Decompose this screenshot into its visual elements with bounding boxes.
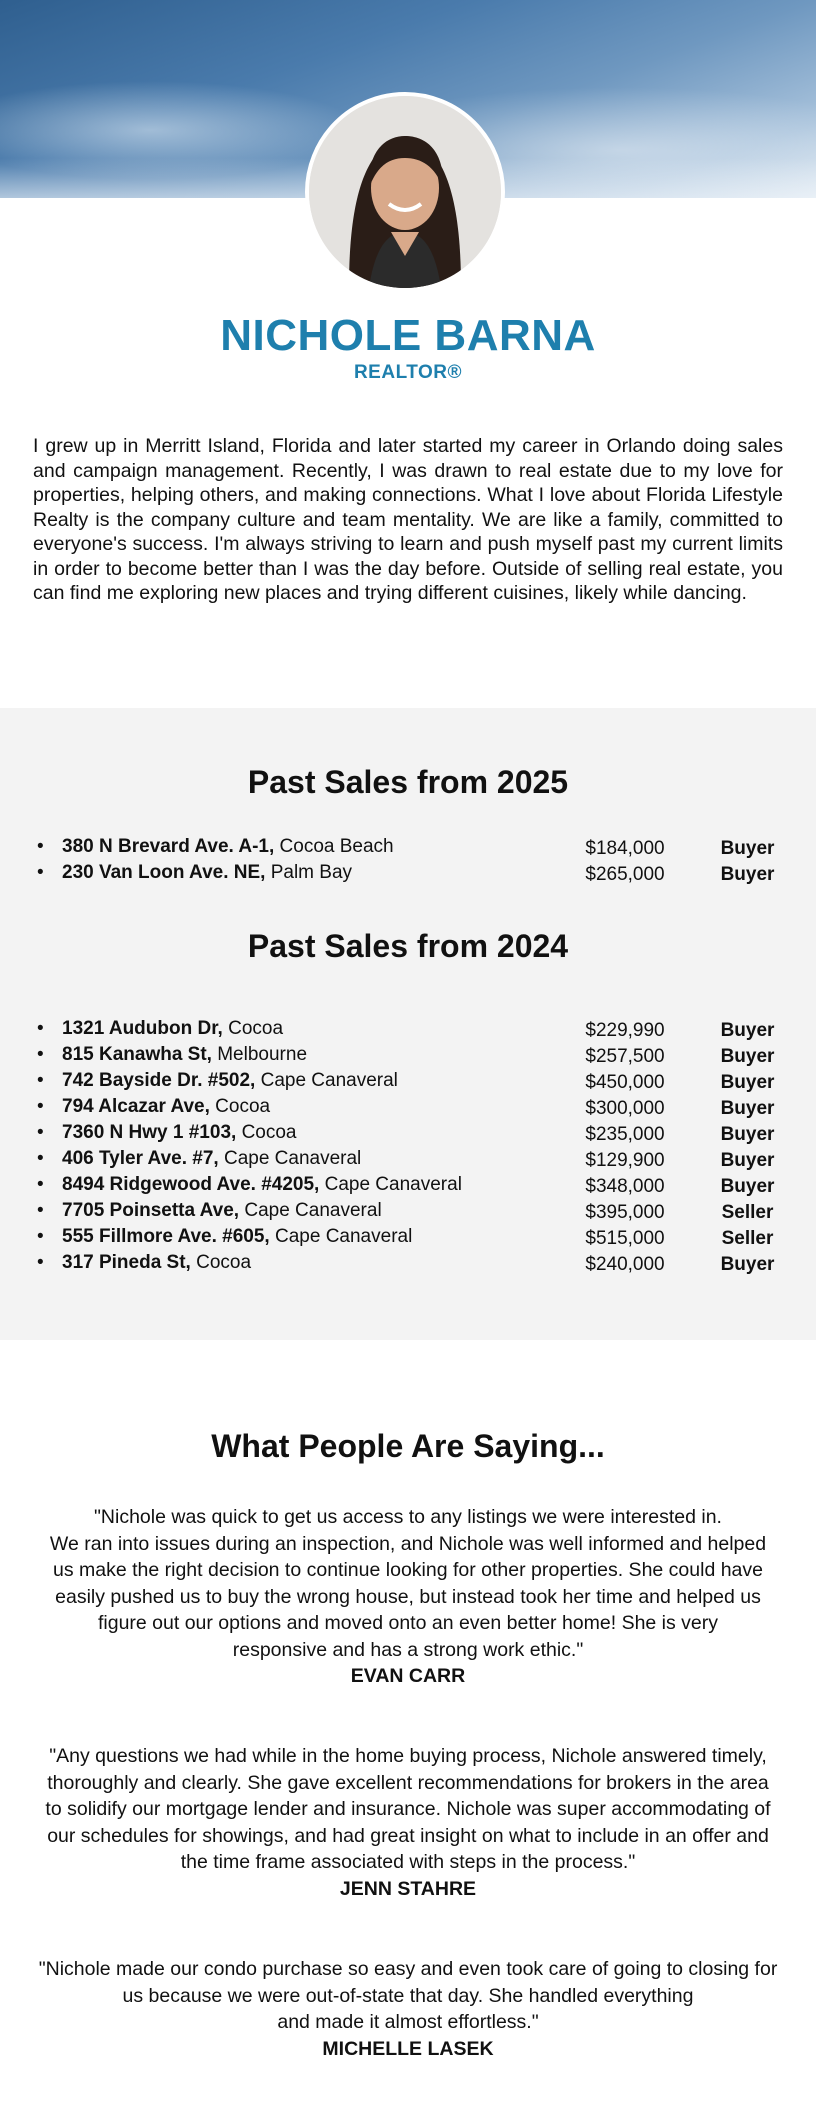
sales-2025-heading: Past Sales from 2025 <box>247 764 569 800</box>
agent-title: REALTOR® <box>353 362 463 383</box>
testimonial-author: MICHELLE LASEK <box>322 2037 494 2060</box>
sale-address: 7705 Poinsetta Ave, Cape Canaveral <box>62 1200 382 1221</box>
sale-address: 230 Van Loon Ave. NE, Palm Bay <box>62 862 353 883</box>
testimonial-line: our schedules for showings, and had great insight on what to include in an offer and <box>47 1824 769 1847</box>
testimonial-2 <box>32 1743 784 1902</box>
sale-item <box>0 1042 816 1068</box>
testimonial-line: to solidify our mortgage lender and insurance. Nichole was super accommodating of <box>45 1798 771 1820</box>
bullet-icon: • <box>37 836 44 857</box>
sale-item <box>0 1172 816 1198</box>
sale-price: $300,000 <box>585 1098 665 1119</box>
sale-item <box>0 1120 816 1146</box>
sale-side: Seller <box>721 1228 774 1249</box>
agent-bio: I grew up in Merritt Island, Florida and later started my career in Orlando doing sales and campaign management. Recently, I was drawn to real estate due to my love for properties, helping others, and making connections. What I love about Florida Lifestyle Realty is the company culture and team mentality. We are like a family, committed to everyone's success. I'm always striving to learn and push myself past my current limits in order to become better than I was the day before. Outside of selling real estate, you can find me exploring new places and trying different cuisines, likely while dancing. <box>33 435 783 604</box>
sale-item <box>0 1198 816 1224</box>
sale-item <box>0 1094 816 1120</box>
testimonial-line: figure out our options and moved onto an even better home! She is very <box>97 1612 719 1634</box>
testimonial-3 <box>32 1956 784 2062</box>
sale-price: $235,000 <box>585 1124 665 1145</box>
bullet-icon: • <box>37 1044 44 1065</box>
testimonial-line: "Nichole was quick to get us access to any listings we were interested in. <box>94 1506 722 1528</box>
sale-address: 555 Fillmore Ave. #605, Cape Canaveral <box>62 1226 413 1247</box>
sale-price: $129,900 <box>585 1150 665 1171</box>
sales-2024-heading: Past Sales from 2024 <box>247 928 569 964</box>
agent-portrait-photo <box>305 92 505 292</box>
sale-item <box>0 860 816 886</box>
testimonial-line: We ran into issues during an inspection, and Nichole was well informed and helped <box>49 1532 767 1555</box>
sale-side: Buyer <box>720 1124 775 1145</box>
sale-side: Buyer <box>720 1150 775 1171</box>
sale-side: Buyer <box>720 1072 775 1093</box>
bullet-icon: • <box>37 1226 44 1247</box>
agent-header <box>0 312 816 384</box>
sale-price: $240,000 <box>585 1254 665 1275</box>
sale-address: 7360 N Hwy 1 #103, Cocoa <box>62 1122 297 1143</box>
testimonial-line: "Any questions we had while in the home buying process, Nichole answered timely, <box>49 1745 767 1767</box>
sale-price: $395,000 <box>585 1202 665 1223</box>
sales-2025-list <box>0 834 816 886</box>
testimonial-line: us make the right decision to continue looking for other properties. She could have <box>52 1559 763 1581</box>
sale-item <box>0 1250 816 1276</box>
bullet-icon: • <box>37 862 44 883</box>
sale-side: Buyer <box>720 838 775 859</box>
sale-address: 794 Alcazar Ave, Cocoa <box>62 1096 271 1117</box>
testimonial-line: and made it almost effortless." <box>277 2011 539 2033</box>
testimonial-line: "Nichole made our condo purchase so easy and even took care of going to closing for <box>38 1958 778 1980</box>
bullet-icon: • <box>37 1174 44 1195</box>
testimonial-author: EVAN CARR <box>350 1665 466 1687</box>
sale-side: Buyer <box>720 1020 775 1041</box>
sale-side: Buyer <box>720 864 775 885</box>
sale-side: Seller <box>721 1202 774 1223</box>
sale-price: $515,000 <box>585 1228 665 1249</box>
past-sales-section <box>0 708 816 1340</box>
sale-address: 815 Kanawha St, Melbourne <box>62 1044 308 1065</box>
sale-item <box>0 1146 816 1172</box>
bullet-icon: • <box>37 1252 44 1273</box>
sale-price: $184,000 <box>585 838 665 859</box>
sale-address: 317 Pineda St, Cocoa <box>62 1252 252 1273</box>
bullet-icon: • <box>37 1200 44 1221</box>
sale-item <box>0 1224 816 1250</box>
sale-price: $257,500 <box>585 1046 665 1067</box>
sales-2024-list <box>0 1016 816 1276</box>
bullet-icon: • <box>37 1018 44 1039</box>
sale-side: Buyer <box>720 1046 775 1067</box>
sale-price: $450,000 <box>585 1072 665 1093</box>
testimonial-1 <box>32 1504 784 1690</box>
sale-address: 1321 Audubon Dr, Cocoa <box>62 1018 284 1039</box>
sale-price: $229,990 <box>585 1020 665 1041</box>
agent-name: NICHOLE BARNA <box>220 311 596 360</box>
testimonial-line: the time frame associated with steps in the process." <box>180 1851 636 1873</box>
sale-side: Buyer <box>720 1098 775 1119</box>
bullet-icon: • <box>37 1096 44 1117</box>
sale-address: 8494 Ridgewood Ave. #4205, Cape Canaveral <box>62 1174 462 1195</box>
sale-item <box>0 1068 816 1094</box>
bullet-icon: • <box>37 1148 44 1169</box>
bullet-icon: • <box>37 1122 44 1143</box>
portrait-illustration <box>309 96 501 288</box>
sale-address: 380 N Brevard Ave. A-1, Cocoa Beach <box>62 836 394 857</box>
sale-price: $265,000 <box>585 864 665 885</box>
testimonial-line: thoroughly and clearly. She gave excellent recommendations for brokers in the area <box>47 1771 769 1794</box>
testimonial-author: JENN STAHRE <box>339 1877 477 1900</box>
bullet-icon: • <box>37 1070 44 1091</box>
sale-address: 406 Tyler Ave. #7, Cape Canaveral <box>62 1148 362 1169</box>
testimonial-line: easily pushed us to buy the wrong house, but instead took her time and helped us <box>55 1585 761 1608</box>
sale-address: 742 Bayside Dr. #502, Cape Canaveral <box>62 1070 398 1091</box>
sale-side: Buyer <box>720 1176 775 1197</box>
sale-item <box>0 1016 816 1042</box>
sale-side: Buyer <box>720 1254 775 1275</box>
sale-price: $348,000 <box>585 1176 665 1197</box>
testimonials-heading: What People Are Saying... <box>211 1428 605 1464</box>
sale-item <box>0 834 816 860</box>
testimonial-line: responsive and has a strong work ethic." <box>232 1638 584 1661</box>
testimonial-line: us because we were out-of-state that day. She handled everything <box>122 1984 694 2007</box>
